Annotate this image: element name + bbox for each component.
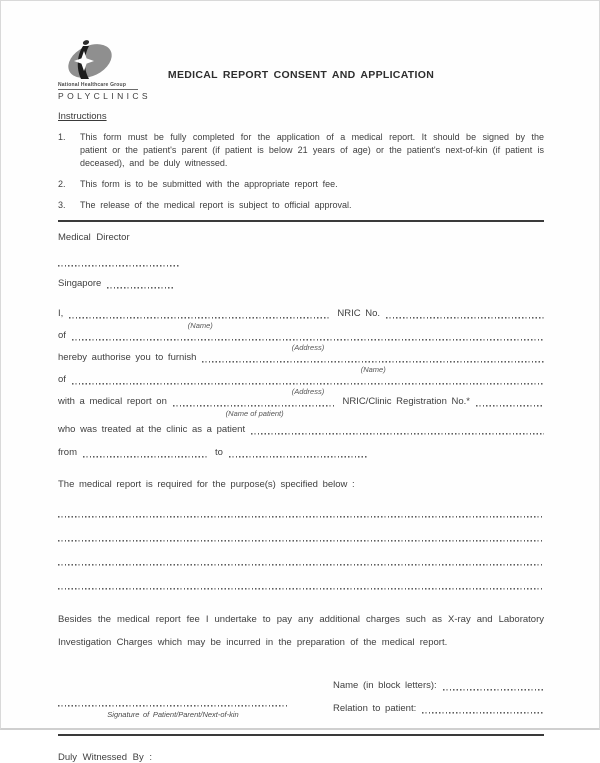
purpose-line-1[interactable]	[58, 507, 544, 519]
signature-right	[333, 680, 544, 726]
form-header	[58, 39, 544, 105]
relation-field[interactable]	[422, 703, 544, 715]
furnish-name-field[interactable]	[202, 352, 544, 364]
medical-director-label: Medical Director	[58, 232, 130, 243]
from-date-field[interactable]	[83, 447, 209, 459]
treated-clinic-field[interactable]	[251, 424, 544, 436]
i-label: I,	[58, 308, 64, 319]
from-label: from	[58, 447, 77, 458]
org-name: National Healthcare Group	[58, 82, 127, 88]
report-on-label: with a medical report on	[58, 396, 167, 407]
treated-row	[58, 424, 544, 436]
treated-label: who was treated at the clinic as a patient	[58, 424, 246, 435]
clinic-reg-label: NRIC/Clinic Registration No.*	[342, 396, 470, 407]
singapore-label: Singapore	[58, 278, 102, 289]
section-divider	[58, 220, 544, 222]
instruction-item-2	[58, 178, 544, 191]
furnish-address-field[interactable]	[72, 374, 544, 386]
instruction-number: 2.	[58, 179, 66, 189]
applicant-name-row	[58, 308, 544, 330]
to-label: to	[215, 447, 223, 458]
instruction-text: The release of the medical report is subject to official approval.	[80, 200, 352, 210]
instruction-item-1	[58, 131, 544, 170]
instruction-number: 3.	[58, 200, 66, 210]
furnish-name-row	[58, 352, 544, 374]
instruction-number: 1.	[58, 132, 66, 142]
address-sublabel: (Address)	[291, 343, 325, 352]
name-block-label: Name (in block letters):	[333, 680, 437, 691]
purpose-line-3[interactable]	[58, 555, 544, 567]
name-sublabel: (Name)	[187, 321, 213, 330]
form-content	[58, 39, 544, 763]
block-name-field[interactable]	[443, 680, 544, 692]
purpose-line-2[interactable]	[58, 531, 544, 543]
authorise-label: hereby authorise you to furnish	[58, 352, 197, 363]
furnish-address-row	[58, 374, 544, 396]
patient-sublabel: (Name of patient)	[225, 409, 284, 418]
singapore-field[interactable]	[107, 278, 175, 290]
patient-row	[58, 396, 544, 418]
clinic-reg-field[interactable]	[476, 396, 544, 408]
instruction-item-3	[58, 199, 544, 212]
applicant-address-row	[58, 330, 544, 352]
block-name-row	[333, 680, 544, 692]
signature-left	[58, 680, 288, 726]
relation-label: Relation to patient:	[333, 703, 417, 714]
witnessed-label: Duly Witnessed By :	[58, 752, 152, 763]
applicant-name-field[interactable]	[69, 308, 331, 320]
signature-field[interactable]	[58, 696, 288, 708]
patient-name-field[interactable]	[173, 396, 337, 408]
of-label: of	[58, 330, 66, 341]
page-title: MEDICAL REPORT CONSENT AND APPLICATION	[167, 69, 435, 81]
brand-polyclinics: POLYCLINICS	[58, 91, 151, 101]
instruction-text: This form is to be submitted with the appropriate report fee.	[80, 179, 338, 189]
medical-director-field[interactable]	[58, 256, 180, 268]
singapore-row	[58, 278, 544, 290]
name-sublabel: (Name)	[360, 365, 386, 374]
applicant-address-field[interactable]	[72, 330, 544, 342]
of-label: of	[58, 374, 66, 385]
period-row	[58, 447, 544, 459]
charges-paragraph: Besides the medical report fee I undertake to pay any additional charges such as X-ray and Laboratory Investigation Charges which may be incurred in the preparation of the medical report.	[58, 614, 544, 648]
purpose-line-4[interactable]	[58, 579, 544, 591]
nric-label: NRIC No.	[337, 308, 380, 319]
to-date-field[interactable]	[229, 447, 367, 459]
relation-row	[333, 703, 544, 715]
signature-block	[58, 680, 544, 726]
instruction-text: This form must be fully completed for the application of a medical report. It should be signed by the patient or the patient's parent (if patient is below 21 years of age) or the patient's next-of-kin (if patient is deceased), and be duly witnessed.	[80, 132, 544, 168]
bottom-divider	[58, 734, 544, 736]
instructions-heading: Instructions	[58, 111, 107, 122]
nric-field[interactable]	[386, 308, 544, 320]
signature-caption: Signature of Patient/Parent/Next-of-kin	[107, 710, 239, 719]
purpose-label: The medical report is required for the purpose(s) specified below :	[58, 479, 355, 490]
address-sublabel: (Address)	[291, 387, 325, 396]
